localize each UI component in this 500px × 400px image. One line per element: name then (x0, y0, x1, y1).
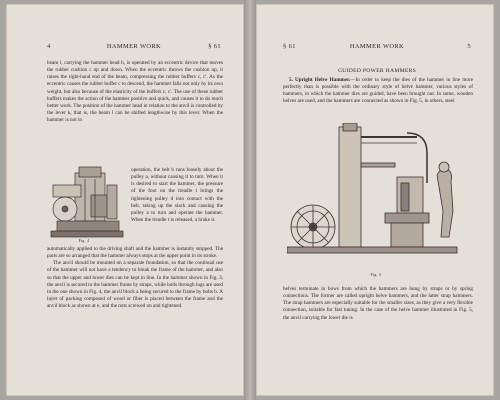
left-page-number: 4 (47, 43, 51, 50)
right-section-ref: § 61 (283, 43, 296, 50)
right-paragraph-2: helves terminate in bows from which the hammers are hung by straps or by spring connections. The former are called upright helve hammers, and the latter strap hammers. The strap hammers are especially suitable for the smaller sizes, as they give a very flexible connection, suitable for fast tuning. In the case of the helve hammer illustrated in Fig. 5, the anvil carrying the lower die is (283, 286, 473, 321)
right-page-number: 5 (467, 43, 471, 50)
book-gutter (244, 0, 256, 400)
fig4-caption: Fig. 4 (78, 239, 90, 243)
right-page (256, 4, 494, 396)
item-number: 5. (289, 77, 293, 83)
fig5-caption: Fig. 5 (370, 273, 382, 277)
left-wrap-paragraph: operation, the belt b runs loosely about the pulley a, without causing it to turn. When it is desired to start the hammer, the pressure of the foot on the treadle t brings the tightening pulley d into contact with the belt, taking up the slack and causing the pulley a to turn and operate the hammer. When the treadle t is released, a brake is (131, 167, 223, 224)
section-title: GUIDED POWER HAMMERS (337, 68, 417, 74)
right-running-title: HAMMER WORK (349, 43, 405, 50)
fig5-upright-helve-hammer-illustration (287, 123, 467, 273)
right-para-bottom (283, 286, 473, 322)
left-wrap-text (131, 167, 223, 224)
right-paragraph-1: —In order to keep the dies of the hammer in line more perfectly than is possible with the ordinary style of helve hammer, various styles of hammers, in which the hammer dies are guided, have been brought out. In some, wooden helves are used, and the hammers are connected as shown in Fig. 5, in others, steel (283, 77, 474, 105)
left-paragraph-1: beam l, carrying the hammer head h, is operated by an eccentric device that moves the rubber cushion c up and down. When the eccentric throws the cushion up, it raises the right-hand end of the beam, compressing the rubber buffers c, c'. As the eccentric causes the rubber buffer c to descend, the hammer falls not only by its own weight, but also because of the elasticity of the buffers c, c'. The use of these rubber buffers makes the action of the hammer positive and quick, and causes it to do much better work. The position of the hammer head in relation to the anvil is controlled by the lever k, that is, the beam l can be shifted lengthwise by this lever. When the hammer is not in (47, 60, 223, 124)
left-para-top (47, 60, 223, 124)
left-paragraph-3: The anvil should be mounted on a separate foundation, so that the continual use of the hammer will not have a tendency to break the frame of the hammer, and also so that the upper and lower dies can be kept in line. In the hammer shown in Fig. 3, the anvil is secured to the hammer frame by straps, while bolts through lugs are used in the one shown in Fig. 4, the anvil block a being secured to the frame by bolts b. A layer of packing composed of wood or fiber is placed between the frame and the anvil block as shown at e, and the nuts screwed on and tightened. (47, 260, 223, 310)
item-heading: Upright Helve Hammer. (295, 77, 351, 83)
left-running-head (47, 43, 221, 53)
left-section-ref: § 61 (208, 43, 221, 50)
left-para-bottom (47, 246, 223, 310)
left-page (6, 4, 244, 396)
left-running-title: HAMMER WORK (106, 43, 162, 50)
left-paragraph-2: automatically applied to the driving shaft and the hammer is instantly stopped. The parts are so arranged that the hammer always stops at the upper point in its stroke. (47, 246, 223, 260)
right-para-top (283, 77, 473, 106)
right-running-head (283, 43, 471, 53)
fig4-helve-hammer-illustration (45, 165, 125, 243)
